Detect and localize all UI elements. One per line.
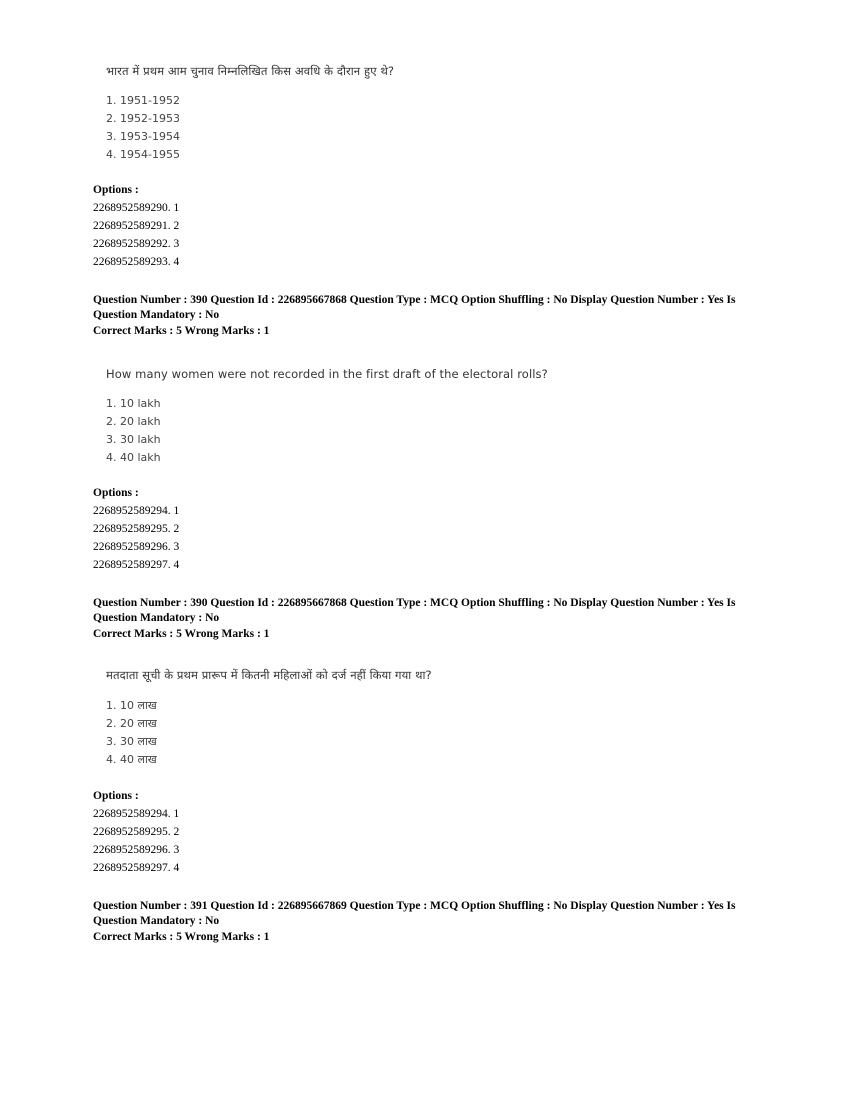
- option-id: 2268952589295. 2: [93, 826, 180, 838]
- option-id: 2268952589297. 4: [93, 559, 180, 571]
- choice-item: 4. 40 lakh: [106, 451, 161, 464]
- marks-line: Correct Marks : 5 Wrong Marks : 1: [93, 628, 270, 640]
- marks-line: Correct Marks : 5 Wrong Marks : 1: [93, 931, 270, 943]
- options-heading: Options :: [93, 184, 139, 196]
- meta-line: Question Number : 390 Question Id : 226895667868 Question Type : MCQ Option Shuffling : No Display Question Number : Yes Is Question Mandatory : No: [93, 294, 736, 321]
- answer-choices: [106, 92, 180, 164]
- option-id: 2268952589296. 3: [93, 844, 180, 856]
- option-id: 2268952589295. 2: [93, 523, 180, 535]
- choice-item: 3. 1953-1954: [106, 130, 180, 143]
- choice-item: 2. 1952-1953: [106, 112, 180, 125]
- choice-item: 2. 20 lakh: [106, 415, 161, 428]
- option-id: 2268952589294. 1: [93, 505, 180, 517]
- option-id: 2268952589291. 2: [93, 220, 180, 232]
- choice-item: 4. 1954-1955: [106, 148, 180, 161]
- options-heading: Options :: [93, 790, 139, 802]
- option-id: 2268952589293. 4: [93, 256, 180, 268]
- question-meta: [93, 596, 763, 642]
- marks-line: Correct Marks : 5 Wrong Marks : 1: [93, 325, 270, 337]
- choice-item: 3. 30 लाख: [106, 735, 157, 748]
- option-id: 2268952589296. 3: [93, 541, 180, 553]
- options-list: [93, 502, 179, 574]
- question-text: मतदाता सूची के प्रथम प्रारूप में कितनी महिलाओं को दर्ज नहीं किया गया था?: [106, 668, 432, 682]
- meta-line: Question Number : 391 Question Id : 226895667869 Question Type : MCQ Option Shuffling : No Display Question Number : Yes Is Question Mandatory : No: [93, 900, 736, 927]
- answer-choices: [106, 395, 161, 467]
- options-list: [93, 805, 179, 877]
- option-id: 2268952589290. 1: [93, 202, 180, 214]
- question-meta: [93, 293, 763, 339]
- options-heading: Options :: [93, 487, 139, 499]
- question-text: भारत में प्रथम आम चुनाव निम्नलिखित किस अवधि के दौरान हुए थे?: [106, 64, 395, 78]
- answer-choices: [106, 697, 157, 769]
- choice-item: 4. 40 लाख: [106, 753, 157, 766]
- option-id: 2268952589297. 4: [93, 862, 180, 874]
- option-id: 2268952589292. 3: [93, 238, 180, 250]
- options-list: [93, 199, 179, 271]
- question-meta: [93, 899, 763, 945]
- choice-item: 2. 20 लाख: [106, 717, 157, 730]
- question-text: How many women were not recorded in the first draft of the electoral rolls?: [106, 367, 548, 381]
- meta-line: Question Number : 390 Question Id : 226895667868 Question Type : MCQ Option Shuffling : No Display Question Number : Yes Is Question Mandatory : No: [93, 597, 736, 624]
- choice-item: 1. 10 lakh: [106, 397, 161, 410]
- choice-item: 1. 1951-1952: [106, 94, 180, 107]
- choice-item: 3. 30 lakh: [106, 433, 161, 446]
- choice-item: 1. 10 लाख: [106, 699, 157, 712]
- option-id: 2268952589294. 1: [93, 808, 180, 820]
